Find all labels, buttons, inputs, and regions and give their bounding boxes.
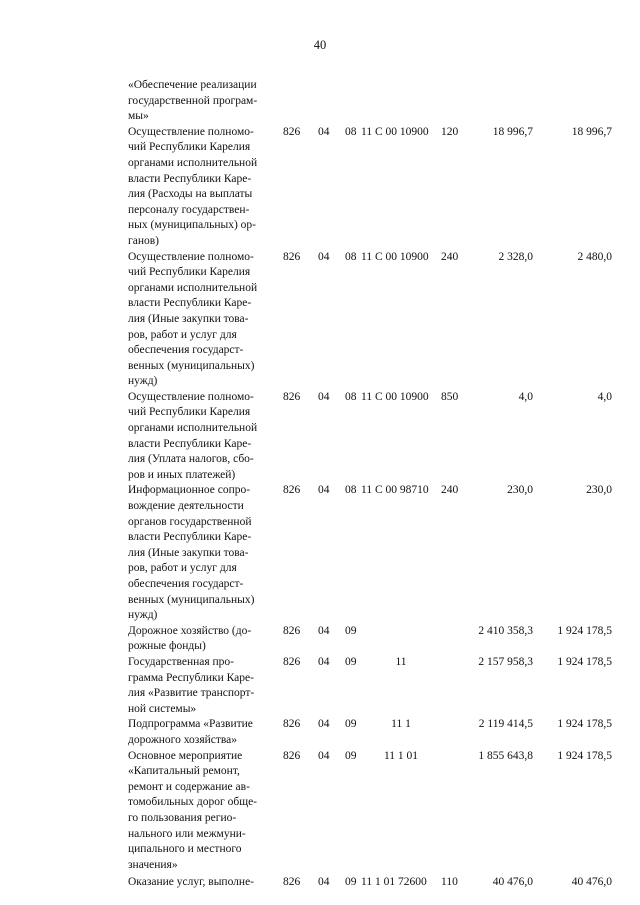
table-row (128, 125, 612, 250)
table-row (128, 749, 612, 874)
amount-year-2: 2 480,0 (577, 250, 612, 263)
subsection-code: 09 (345, 749, 357, 762)
amount-year-1: 230,0 (507, 484, 533, 497)
amount-year-2: 1 924 178,5 (557, 718, 612, 731)
table-row (128, 875, 612, 891)
table-row (128, 483, 612, 623)
description-line: обеспечения государст- (128, 344, 244, 357)
description-line: власти Республики Каре- (128, 437, 252, 450)
target-article-code: 11 С 00 10900 (361, 125, 429, 138)
grbs-code: 826 (283, 655, 301, 668)
description-line: лия (Расходы на выплаты (128, 188, 253, 201)
table-row (128, 250, 612, 390)
grbs-code: 826 (283, 876, 301, 889)
section-code: 04 (318, 624, 330, 637)
description-line: рожные фонды) (128, 640, 206, 653)
section-code: 04 (318, 876, 330, 889)
row-description (128, 655, 276, 717)
description-line: ров и иных платежей) (128, 468, 236, 481)
description-line: чий Республики Карелия (128, 266, 251, 279)
description-line: го пользования регио- (128, 811, 237, 824)
description-line: Осуществление полномо- (128, 125, 254, 138)
section-code: 04 (318, 749, 330, 762)
description-line: власти Республики Каре- (128, 172, 252, 185)
description-line: ных (муниципальных) ор- (128, 219, 256, 232)
grbs-code: 826 (283, 484, 301, 497)
target-article-code: 11 1 01 (383, 749, 419, 762)
amount-year-1: 4,0 (518, 390, 533, 403)
target-article-code: 11 1 01 72600 (361, 876, 427, 889)
description-line: томобильных дорог обще- (128, 796, 258, 809)
amount-year-1: 2 410 358,3 (478, 624, 533, 637)
description-line: органов государственной (128, 515, 252, 528)
description-line: дорожного хозяйства» (128, 733, 238, 746)
row-description (128, 624, 276, 655)
expense-type-code: 110 (441, 876, 458, 889)
expense-type-code: 240 (441, 250, 459, 263)
table-row (128, 717, 612, 748)
description-line: обеспечения государст- (128, 578, 244, 590)
section-code: 04 (318, 125, 330, 138)
grbs-code: 826 (283, 749, 301, 762)
grbs-code: 826 (283, 718, 301, 731)
section-code: 04 (318, 655, 330, 668)
target-article-code: 11 С 00 10900 (361, 390, 429, 403)
description-line: значения» (128, 858, 178, 871)
description-line: Осуществление полномо- (128, 390, 254, 403)
row-description (128, 125, 276, 250)
amount-year-2: 4,0 (597, 390, 612, 403)
description-line: Государственная про- (128, 655, 235, 668)
amount-year-1: 2 328,0 (498, 250, 533, 263)
page-number: 40 (313, 38, 327, 52)
expense-type-code: 240 (441, 484, 459, 497)
section-code: 04 (318, 390, 330, 403)
description-line: ной системы» (128, 702, 197, 715)
description-line: нужд) (128, 375, 158, 388)
description-line: чий Республики Карелия (128, 141, 251, 154)
section-code: 04 (318, 484, 330, 497)
amount-year-2: 1 924 178,5 (557, 624, 612, 637)
amount-year-1: 2 119 414,5 (478, 718, 533, 731)
table-row (128, 390, 612, 484)
amount-year-2: 40 476,0 (571, 876, 612, 889)
description-line: ров, работ и услуг для (128, 562, 237, 575)
description-line: лия «Развитие транспорт- (128, 687, 255, 700)
amount-year-1: 18 996,7 (492, 125, 533, 138)
expense-type-code: 120 (441, 125, 459, 138)
subsection-code: 08 (345, 484, 357, 497)
description-line: мы» (128, 110, 149, 123)
section-code: 04 (318, 718, 330, 731)
budget-table (128, 78, 612, 891)
description-line: государственной програм- (128, 94, 258, 107)
description-line: венных (муниципальных) (128, 593, 255, 606)
description-line: Основное мероприятие (128, 749, 243, 762)
subsection-code: 09 (345, 624, 357, 637)
description-line: власти Республики Каре- (128, 297, 252, 310)
table-row (128, 624, 612, 655)
amount-year-2: 230,0 (586, 484, 612, 497)
description-line: ганов) (128, 234, 159, 247)
amount-year-1: 1 855 643,8 (478, 749, 533, 762)
row-description (128, 875, 276, 891)
subsection-code: 09 (345, 876, 357, 889)
row-description (128, 250, 276, 390)
amount-year-2: 1 924 178,5 (557, 655, 612, 668)
amount-year-1: 40 476,0 (492, 876, 533, 889)
description-line: нужд) (128, 609, 158, 622)
description-line: грамма Республики Каре- (128, 671, 254, 684)
description-line: чий Республики Карелия (128, 406, 251, 419)
description-line: персоналу государствен- (128, 203, 250, 216)
target-article-code: 11 (395, 655, 407, 668)
target-article-code: 11 С 00 98710 (361, 484, 429, 497)
description-line: Оказание услуг, выполне- (128, 876, 255, 889)
description-line: венных (муниципальных) (128, 359, 255, 372)
description-line: органами исполнительной (128, 281, 258, 294)
table-row (128, 655, 612, 717)
description-line: Дорожное хозяйство (до- (128, 624, 252, 637)
target-article-code: 11 С 00 10900 (361, 250, 429, 263)
subsection-code: 08 (345, 390, 357, 403)
target-article-code: 11 1 (391, 718, 411, 731)
description-line: нального или межмуни- (128, 827, 246, 840)
description-line: ров, работ и услуг для (128, 328, 237, 341)
row-description (128, 390, 276, 484)
grbs-code: 826 (283, 250, 301, 263)
section-code: 04 (318, 250, 330, 263)
table-row (128, 78, 612, 125)
description-line: лия (Иные закупки това- (128, 546, 249, 559)
grbs-code: 826 (283, 624, 301, 637)
subsection-code: 08 (345, 125, 357, 138)
description-line: лия (Уплата налогов, сбо- (128, 453, 254, 466)
subsection-code: 09 (345, 718, 357, 731)
row-description (128, 78, 276, 125)
description-line: органами исполнительной (128, 422, 258, 435)
description-line: «Капитальный ремонт, (128, 765, 240, 778)
amount-year-2: 1 924 178,5 (557, 749, 612, 762)
amount-year-1: 2 157 958,3 (478, 655, 533, 668)
description-line: «Обеспечение реализации (128, 79, 257, 91)
description-line: Информационное сопро- (128, 484, 251, 497)
subsection-code: 08 (345, 250, 357, 263)
expense-type-code: 850 (441, 390, 459, 403)
subsection-code: 09 (345, 655, 357, 668)
grbs-code: 826 (283, 125, 301, 138)
description-line: ципального и местного (128, 843, 242, 856)
description-line: органами исполнительной (128, 156, 258, 169)
description-line: лия (Иные закупки това- (128, 312, 249, 325)
description-line: Подпрограмма «Развитие (128, 718, 253, 731)
description-line: ремонт и содержание ав- (128, 780, 250, 793)
amount-year-2: 18 996,7 (571, 125, 612, 138)
description-line: власти Республики Каре- (128, 531, 252, 544)
row-description (128, 749, 276, 874)
description-line: вождение деятельности (128, 500, 244, 513)
grbs-code: 826 (283, 390, 301, 403)
row-description (128, 717, 276, 748)
description-line: Осуществление полномо- (128, 250, 254, 263)
row-description (128, 483, 276, 623)
